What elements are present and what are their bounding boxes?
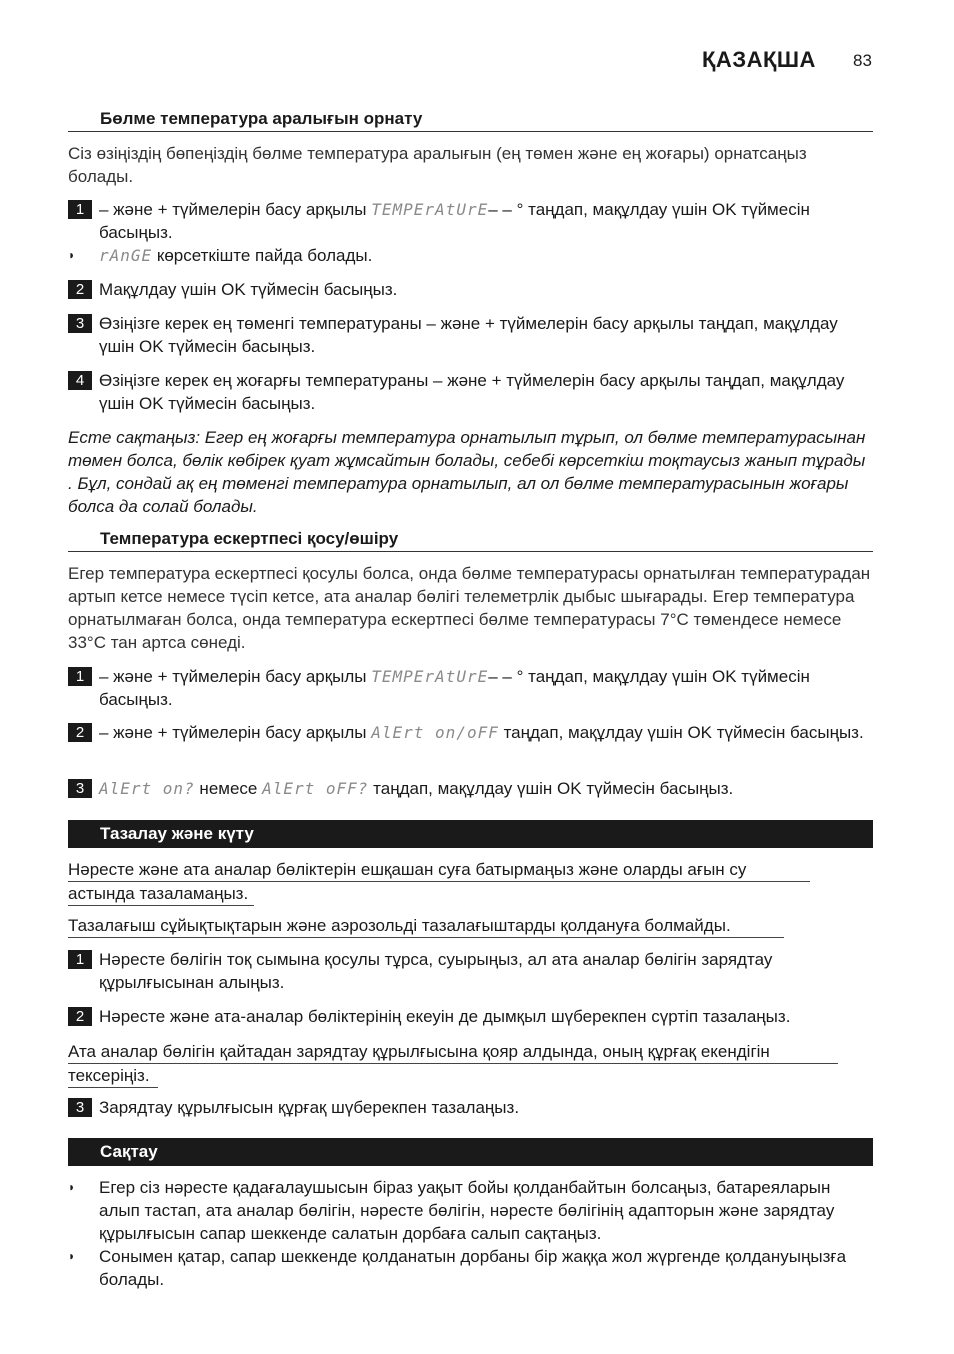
step-text: Өзіңізге керек ең жоғарғы температураны – және + түймелерін басу арқылы таңдап, мақұлдау үшін OK түймесін басыңыз. [99, 371, 845, 413]
step-text-pre: – және + түймелерін басу арқылы [99, 200, 372, 219]
warning-line: Тазалағыш сұйықтықтарын және аэрозольді тазалағыштарды қолдануға болмайды. [68, 914, 784, 938]
sec3-step-2 [68, 1005, 873, 1028]
step-text [99, 777, 873, 800]
step-text-pre: – және + түймелерін басу арқылы [99, 723, 372, 742]
step-number: 1 [68, 200, 92, 219]
step-text [99, 721, 873, 744]
lcd-display-text: AlErt oFF? [262, 779, 369, 798]
warning-line: астында тазаламаңыз. [68, 882, 254, 906]
lcd-display-text: rAnGE [99, 246, 153, 265]
bullet-icon: ◗ [68, 1249, 76, 1263]
bullet-icon: ◗ [68, 248, 76, 262]
step-text-mid: немесе [194, 779, 263, 798]
step-number: 1 [68, 667, 92, 686]
bullet-text-post: көрсеткіште пайда болады. [152, 246, 373, 265]
bullet-text [99, 244, 873, 267]
step-number: 3 [68, 1098, 92, 1117]
lcd-display-text: TEMPErAtUrE [371, 200, 489, 219]
sec1-step-4 [68, 369, 873, 415]
step-number: 2 [68, 1007, 92, 1026]
sec1-step-1 [68, 198, 873, 244]
step-text [99, 665, 873, 711]
section-heading-storage: Сақтау [68, 1138, 873, 1166]
section-heading-cleaning: Тазалау және күту [68, 820, 873, 848]
step-number: 3 [68, 779, 92, 798]
step-text: Нәресте және ата-аналар бөліктерінің екеуін де дымқыл шүберекпен сүртіп тазалаңыз. [99, 1007, 791, 1026]
lcd-display-text: TEMPErAtUrE [371, 667, 489, 686]
warning-line: Нәресте және ата аналар бөліктерін ешқашан суға батырмаңыз және оларды ағын су [68, 858, 810, 882]
sec4-bullet-1 [68, 1176, 873, 1245]
warning-line: тексеріңіз. [68, 1064, 158, 1088]
sec2-step-1 [68, 665, 873, 711]
sec1-step-3 [68, 312, 873, 358]
warning-dry-before-charging [68, 1040, 838, 1088]
sec2-step-3 [68, 777, 873, 800]
warning-no-cleaners [68, 914, 784, 938]
step-text-post: таңдап, мақұлдау үшін OK түймесін басыңыз. [368, 779, 734, 798]
warning-no-immersion [68, 858, 810, 906]
section-heading-temp-alert: Температура ескертпесі қосу/өшіру [68, 528, 873, 552]
step-text: Өзіңізге керек ең төменгі температураны – және + түймелерін басу арқылы таңдап, мақұлдау үшін OK түймесін басыңыз. [99, 314, 838, 356]
language-title: ҚАЗАҚША [702, 47, 816, 72]
bullet-icon: ◗ [68, 1180, 76, 1194]
sec4-bullet-2 [68, 1245, 873, 1291]
lcd-display-text: AlErt on? [99, 779, 195, 798]
step-text: Зарядтау құрылғысын құрғақ шүберекпен тазалаңыз. [99, 1098, 520, 1117]
step-text [99, 198, 873, 244]
sec2-step-2 [68, 721, 873, 744]
step-number: 2 [68, 723, 92, 742]
warning-line: Ата аналар бөлігін қайтадан зарядтау құрылғысына қояр алдында, оның құрғақ екендігін [68, 1040, 838, 1064]
lcd-display-text: AlErt on/oFF [371, 723, 499, 742]
section2-intro: Егер температура ескертпесі қосулы болса, онда бөлме температурасы орнатылған температурадан артып кетсе немесе түсіп кетсе, ата аналар бөлігі телеметрлік дыбыс шығарады. Егер температура орнатылмаған болса, онда температура ескертпесі бөлме температурасы 7°C төмендесе немесе 33°C тан артса сөнеді. [68, 564, 871, 652]
step-text-post: – – ° таңдап, мақұлдау үшін OK түймесін басыңыз. [99, 667, 810, 709]
page-number: 83 [853, 51, 872, 70]
sec3-step-3 [68, 1096, 873, 1119]
step-text: Нәресте бөлігін тоқ сымына қосулы тұрса, суырыңыз, ал ата аналар бөлігін зарядтау құрылғысынан алыңыз. [99, 950, 773, 992]
bullet-text: Сонымен қатар, сапар шеккенде қолданатын дорбаны бір жаққа жол жүргенде қолдануыңызға болады. [99, 1247, 847, 1289]
step-number: 2 [68, 280, 92, 299]
section1-intro: Сіз өзіңіздің бөпеңіздің бөлме температура аралығын (ең төмен және ең жоғары) орнатсаңыз болады. [68, 144, 807, 186]
sec1-bullet-1 [68, 244, 873, 267]
bullet-text: Егер сіз нәресте қадағалаушысын біраз уақыт бойы қолданбайтын болсаңыз, батареяларын алып тастап, ата аналар бөлігін, нәресте бөлігін, нәресте бөлігінің адапторын және зарядтау құрылғысын сапар шеккенде салатын дорбаға салып сақтаңыз. [99, 1178, 835, 1243]
note-remember: Есте сақтаңыз: Егер ең жоғарғы температура орнатылып тұрып, ол бөлме температурасынан төмен болса, бөлік көбірек қуат жұмсайтын болады, себебі көрсеткіш тоқтаусыз жанып тұрады . Бұл, сондай ақ ең төменгі температура орнатылып, ал ол бөлме температурасынын жоғары болса да солай болады. [68, 428, 866, 516]
step-text-post: таңдап, мақұлдау үшін OK түймесін басыңыз. [498, 723, 864, 742]
step-number: 3 [68, 314, 92, 333]
step-number: 4 [68, 371, 92, 390]
step-number: 1 [68, 950, 92, 969]
step-text-pre: – және + түймелерін басу арқылы [99, 667, 372, 686]
sec1-step-2 [68, 278, 873, 301]
step-text: Мақұлдау үшін OK түймесін басыңыз. [99, 280, 398, 299]
section-heading-room-temp-range: Бөлме температура аралығын орнату [68, 108, 873, 132]
step-text-post: – – ° таңдап, мақұлдау үшін OK түймесін басыңыз. [99, 200, 810, 242]
sec3-step-1 [68, 948, 873, 994]
